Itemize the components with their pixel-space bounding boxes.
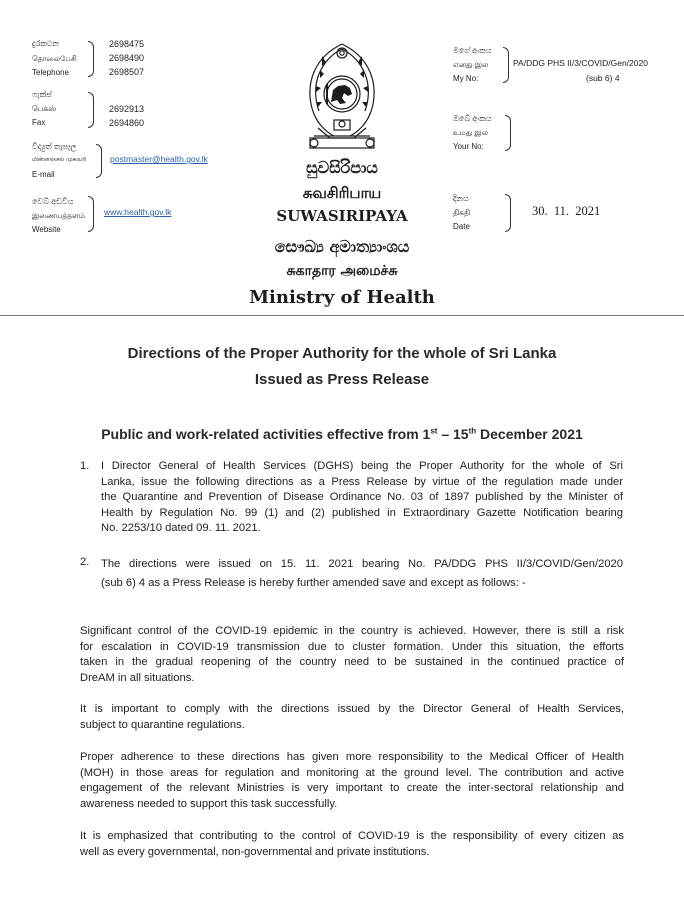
email-label-en: E-mail: [32, 170, 55, 179]
fax-number-2: 2694860: [109, 118, 145, 128]
brace: [88, 41, 94, 77]
ministry-si: සෞඛ්‍ය අමාත්‍යාංශය: [274, 237, 410, 256]
text-line: It is emphasized that contributing to the control of COVID-19 is the responsibility of every citizen as: [80, 830, 624, 842]
text-line: (MOH) in those areas for regulation and monitoring at the ground level. The contribution and active: [80, 766, 624, 779]
email-label-ta: மின்னஞ்சல் முகவரி: [32, 157, 87, 163]
brace: [503, 47, 509, 83]
ministry-ta: சுகாதார அமைச்சு: [286, 263, 398, 279]
suwasiripaya-en: SUWASIRIPAYA: [276, 207, 408, 225]
brace: [505, 194, 511, 232]
suwasiripaya-si: සුවසිරිපාය: [306, 158, 378, 177]
phone-label-en: Telephone: [32, 68, 69, 77]
text-line: The directions were issued on 15. 11. 2021 bearing No. PA/DDG PHS II/3/COVID/Gen/2020: [101, 558, 623, 570]
text-line: well as every governmental, non-governmental and private institutions.: [80, 845, 430, 858]
website-label-si: වෙබ් අඩවිය: [32, 197, 74, 206]
subtitle-text: December 2021: [476, 426, 583, 442]
phone-label-ta: தொலைபேசி: [32, 54, 77, 63]
subtitle-sup: th: [468, 426, 477, 436]
text-line: Significant control of the COVID-19 epidemic in the country is achieved. However, there is still a risk: [80, 625, 624, 637]
reference-block: [453, 45, 678, 235]
text-line: It is important to comply with the directions issued by the Director General of Health Services,: [80, 703, 624, 715]
text-line: Lanka, issue the following directions as a Press Release by virtue of the regulation made under: [101, 475, 623, 488]
brace: [88, 196, 94, 232]
subtitle-text: – 15: [437, 426, 469, 442]
subtitle-text: Public and work-related activities effective from 1: [101, 426, 431, 442]
fax-label-ta: பெக்ஸ்: [32, 104, 57, 113]
text-line: the Quarantine and Prevention of Disease Ordinance No. 03 of 1897 published by the Minister of: [101, 491, 623, 503]
email-link[interactable]: postmaster@health.gov.lk: [110, 154, 208, 164]
text-line: subject to quarantine regulations.: [80, 718, 245, 731]
text-line: taken in the gradual reopening of the country need to be sustained in the continued practice of: [80, 656, 624, 668]
fax-number-1: 2692913: [109, 104, 145, 114]
phone-number-2: 2698490: [109, 53, 145, 63]
my-no-label-si: මගේ අංකය: [453, 46, 492, 55]
paragraph: [80, 750, 624, 812]
website-link[interactable]: www.health.gov.lk: [104, 207, 172, 217]
fax-label-si: ෆැක්ස්: [32, 90, 52, 99]
phone-label-si: දුරකථන: [32, 39, 59, 48]
ministry-en: Ministry of Health: [249, 287, 435, 308]
item-text: [101, 459, 623, 537]
your-no-label-en: Your No:: [453, 142, 484, 151]
text-line: DreAM in all situations.: [80, 671, 195, 684]
item-number: 1.: [80, 460, 90, 472]
paragraph: [80, 624, 624, 686]
text-line: Proper adherence to these directions has given more responsibility to the Medical Officer of Health: [80, 751, 624, 763]
text-line: I Director General of Health Services (DGHS) being the Proper Authority for the whole of Sri: [101, 460, 623, 472]
subtitle-sup: st: [430, 426, 438, 436]
page-title-line1: Directions of the Proper Authority for the whole of Sri Lanka: [127, 345, 557, 362]
my-no-value-2: (sub 6) 4: [586, 73, 620, 83]
phone-number-1: 2698475: [109, 39, 145, 49]
page-title-line2: Issued as Press Release: [254, 371, 430, 388]
item-number: 2.: [80, 556, 90, 568]
my-no-label-en: My No:: [453, 74, 479, 83]
brace: [96, 144, 102, 178]
date-value: 30. 11. 2021: [532, 204, 601, 218]
text-line: (sub 6) 4 as a Press Release is hereby further amended save and except as follows: -: [101, 577, 526, 589]
contact-block: [32, 38, 232, 238]
fax-label-en: Fax: [32, 118, 46, 127]
national-emblem-icon: [300, 40, 384, 152]
date-label-si: දිනය: [453, 194, 469, 203]
your-no-label-si: ඔබේ අංකය: [453, 114, 492, 123]
brace: [88, 92, 94, 128]
date-label-en: Date: [453, 222, 470, 231]
paragraph: [80, 829, 624, 860]
my-no-label-ta: எனது இல: [453, 60, 489, 69]
header-divider: [0, 315, 684, 316]
brace: [505, 115, 511, 151]
subtitle: [0, 426, 684, 442]
website-label-ta: இணையத்தளம்: [32, 211, 85, 220]
text-line: engagement of the relevant Ministries is very important to create the inter-sectoral relationship and: [80, 782, 624, 794]
website-label-en: Website: [32, 225, 61, 234]
paragraph: [80, 702, 624, 733]
text-line: Health by Regulation No. 99 (1) and (2) published in Extraordinary Gazette Notification bearing: [101, 506, 623, 519]
email-label-si: විද්‍යුත් තැපෑල: [32, 142, 77, 151]
text-line: No. 2253/10 dated 09. 11. 2021.: [101, 522, 261, 534]
item-text: [101, 555, 623, 593]
your-no-label-ta: உமது இல: [453, 128, 488, 137]
my-no-value-1: PA/DDG PHS II/3/COVID/Gen/2020: [513, 58, 648, 68]
text-line: awareness needed to support this task successfully.: [80, 797, 338, 810]
date-label-ta: திகதி: [453, 208, 471, 217]
phone-number-3: 2698507: [109, 67, 145, 77]
suwasiripaya-ta: சுவசிரிபாய: [302, 184, 382, 202]
text-line: for escalation in COVID-19 transmission due to cluster formation. Under this situation, the efforts: [80, 640, 624, 653]
